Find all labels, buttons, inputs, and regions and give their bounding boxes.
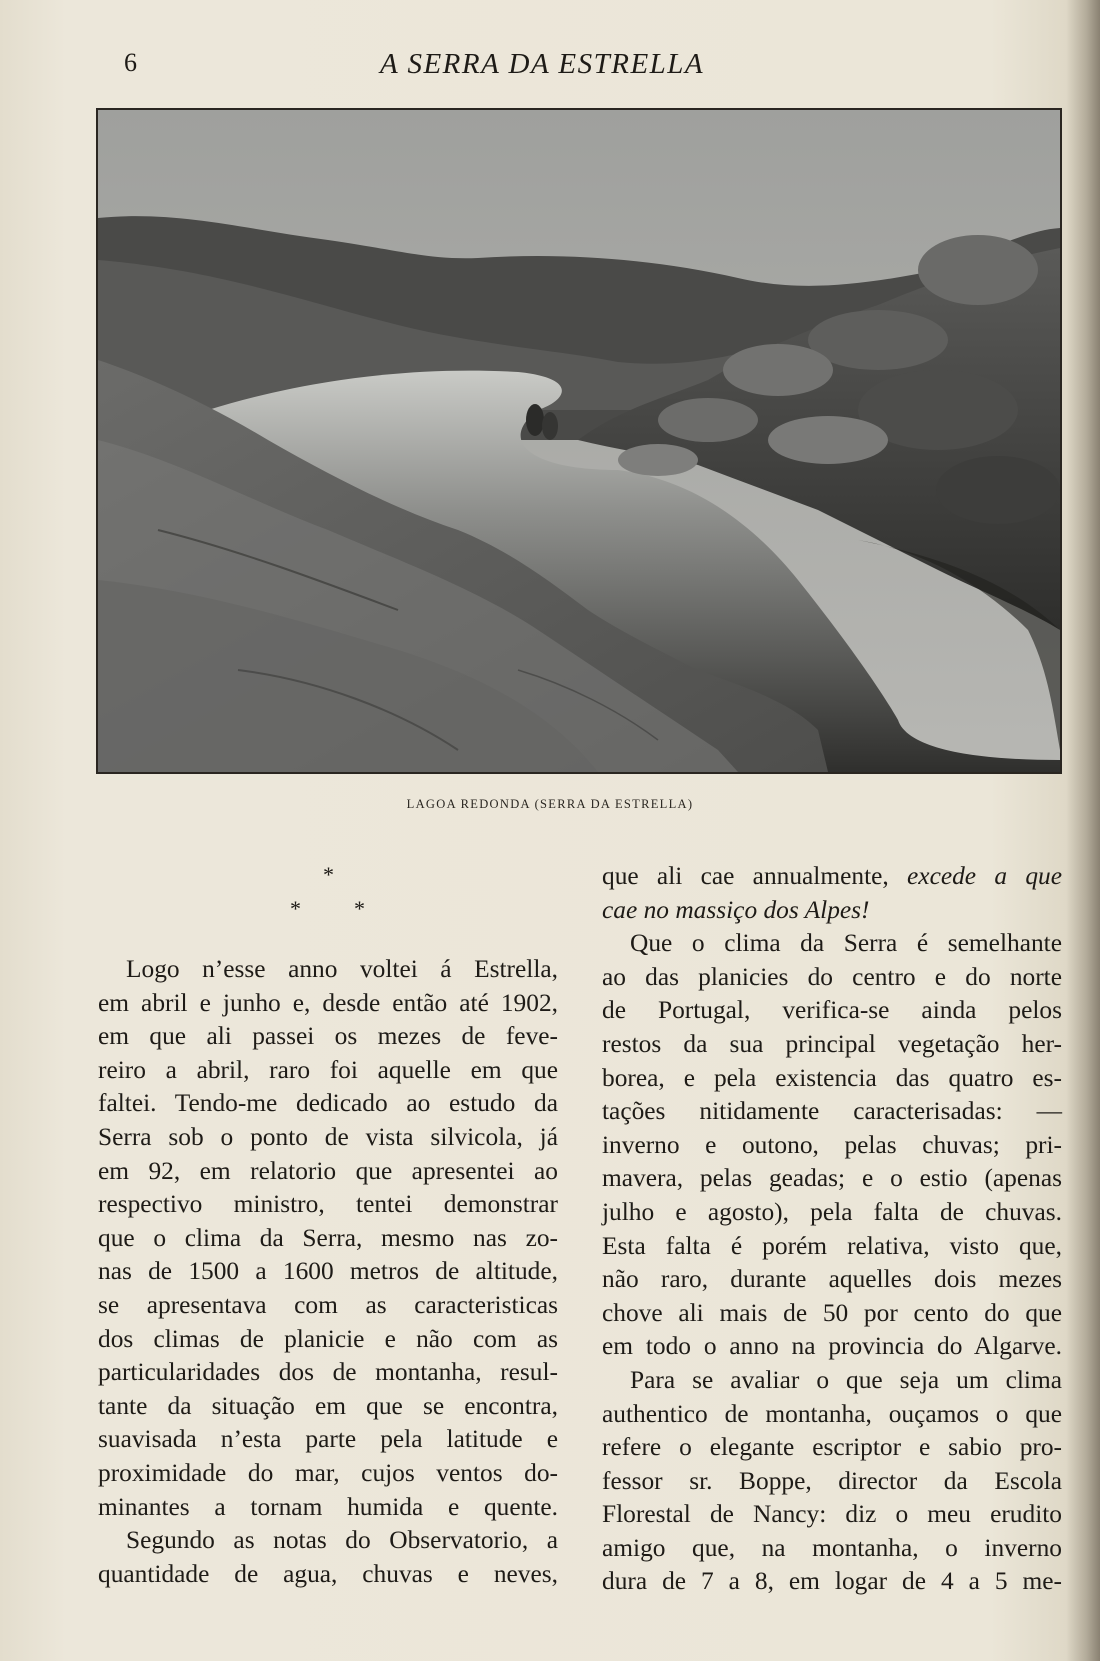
text-line: Que o clima da Serra é semelhante [630, 929, 1062, 958]
asterism-star-right: * [354, 896, 365, 921]
text-line: borea, e pela existencia das quatro es- [602, 1063, 1062, 1092]
text-line: em abril e junho e, desde então até 1902, [98, 988, 558, 1017]
text-line: não raro, durante aquelles dois mezes [602, 1265, 1062, 1294]
text-line: reiro a abril, raro foi aquelle em que [98, 1055, 558, 1084]
text-line: quantidade de agua, chuvas e neves, [98, 1559, 558, 1588]
text-line: faltei. Tendo-me dedicado ao estudo da [98, 1089, 558, 1118]
text-line: tações nitidamente caracterisadas: — [602, 1097, 1062, 1126]
text-normal: que ali cae annualmente, [602, 862, 889, 890]
text-line: dos climas de planicie e não com as [98, 1324, 558, 1353]
text-line: Para se avaliar o que seja um clima [630, 1365, 1062, 1394]
text-line: em 92, em relatorio que apresentei ao [98, 1156, 558, 1185]
page-number: 6 [124, 48, 138, 77]
asterism-star-left: * [290, 896, 301, 921]
asterism-star-top: * [323, 862, 334, 887]
landscape-photo [98, 110, 1060, 772]
text-line: inverno e outono, pelas chuvas; pri- [602, 1130, 1062, 1159]
text-line: Florestal de Nancy: diz o meu erudito [602, 1500, 1062, 1529]
text-line: fessor sr. Boppe, director da Escola [602, 1466, 1062, 1495]
text-line: particularidades dos de montanha, resul- [98, 1358, 558, 1387]
figure-caption: LAGOA REDONDA (SERRA DA ESTRELLA) [406, 797, 694, 811]
left-column-text [98, 953, 558, 1591]
text-line-mixed [602, 860, 1062, 894]
text-line: de Portugal, verifica-se ainda pelos [602, 996, 1062, 1025]
text-line: amigo que, na montanha, o inverno [602, 1533, 1062, 1562]
text-line: authentico de montanha, ouçamos o que [602, 1399, 1062, 1428]
text-line: dura de 7 a 8, em logar de 4 a 5 me- [602, 1567, 1062, 1596]
text-italic: excede a que [907, 862, 1062, 890]
text-line: Serra sob o ponto de vista silvicola, já [98, 1122, 558, 1151]
text-line: refere o elegante escriptor e sabio pro- [602, 1433, 1062, 1462]
text-line: minantes a tornam humida e quente. [98, 1492, 558, 1521]
text-line: em que ali passei os mezes de feve- [98, 1022, 558, 1051]
text-line: se apresentava com as caracteristicas [98, 1290, 558, 1319]
text-line: em todo o anno na provincia do Algarve. [602, 1332, 1062, 1361]
text-line: ao das planicies do centro e do norte [602, 962, 1062, 991]
text-line: tante da situação em que se encontra, [98, 1391, 558, 1420]
text-line: chove ali mais de 50 por cento do que [602, 1298, 1062, 1327]
text-line: Segundo as notas do Observatorio, a [126, 1526, 558, 1555]
text-line: suavisada n’esta parte pela latitude e [98, 1425, 558, 1454]
photograph-lagoa-redonda [96, 108, 1062, 774]
text-line: julho e agosto), pela falta de chuvas. [602, 1197, 1062, 1226]
text-line-italic: cae no massiço dos Alpes! [602, 895, 870, 924]
text-line: mavera, pelas geadas; e o estio (apenas [602, 1164, 1062, 1193]
page-header [0, 44, 1100, 88]
text-line: que o clima da Serra, mesmo nas zo- [98, 1223, 558, 1252]
running-title: A SERRA DA ESTRELLA [380, 48, 705, 80]
binding-shadow [1066, 0, 1100, 1661]
text-line: proximidade do mar, cujos ventos do- [98, 1458, 558, 1487]
text-line: Logo n’esse anno voltei á Estrella, [126, 955, 558, 983]
text-line: nas de 1500 a 1600 metros de altitude, [98, 1257, 558, 1286]
text-line: respectivo ministro, tentei demonstrar [98, 1190, 558, 1219]
text-line: restos da sua principal vegetação her- [602, 1029, 1062, 1058]
text-line: Esta falta é porém relativa, visto que, [602, 1231, 1062, 1260]
right-column-text [602, 860, 1062, 1599]
